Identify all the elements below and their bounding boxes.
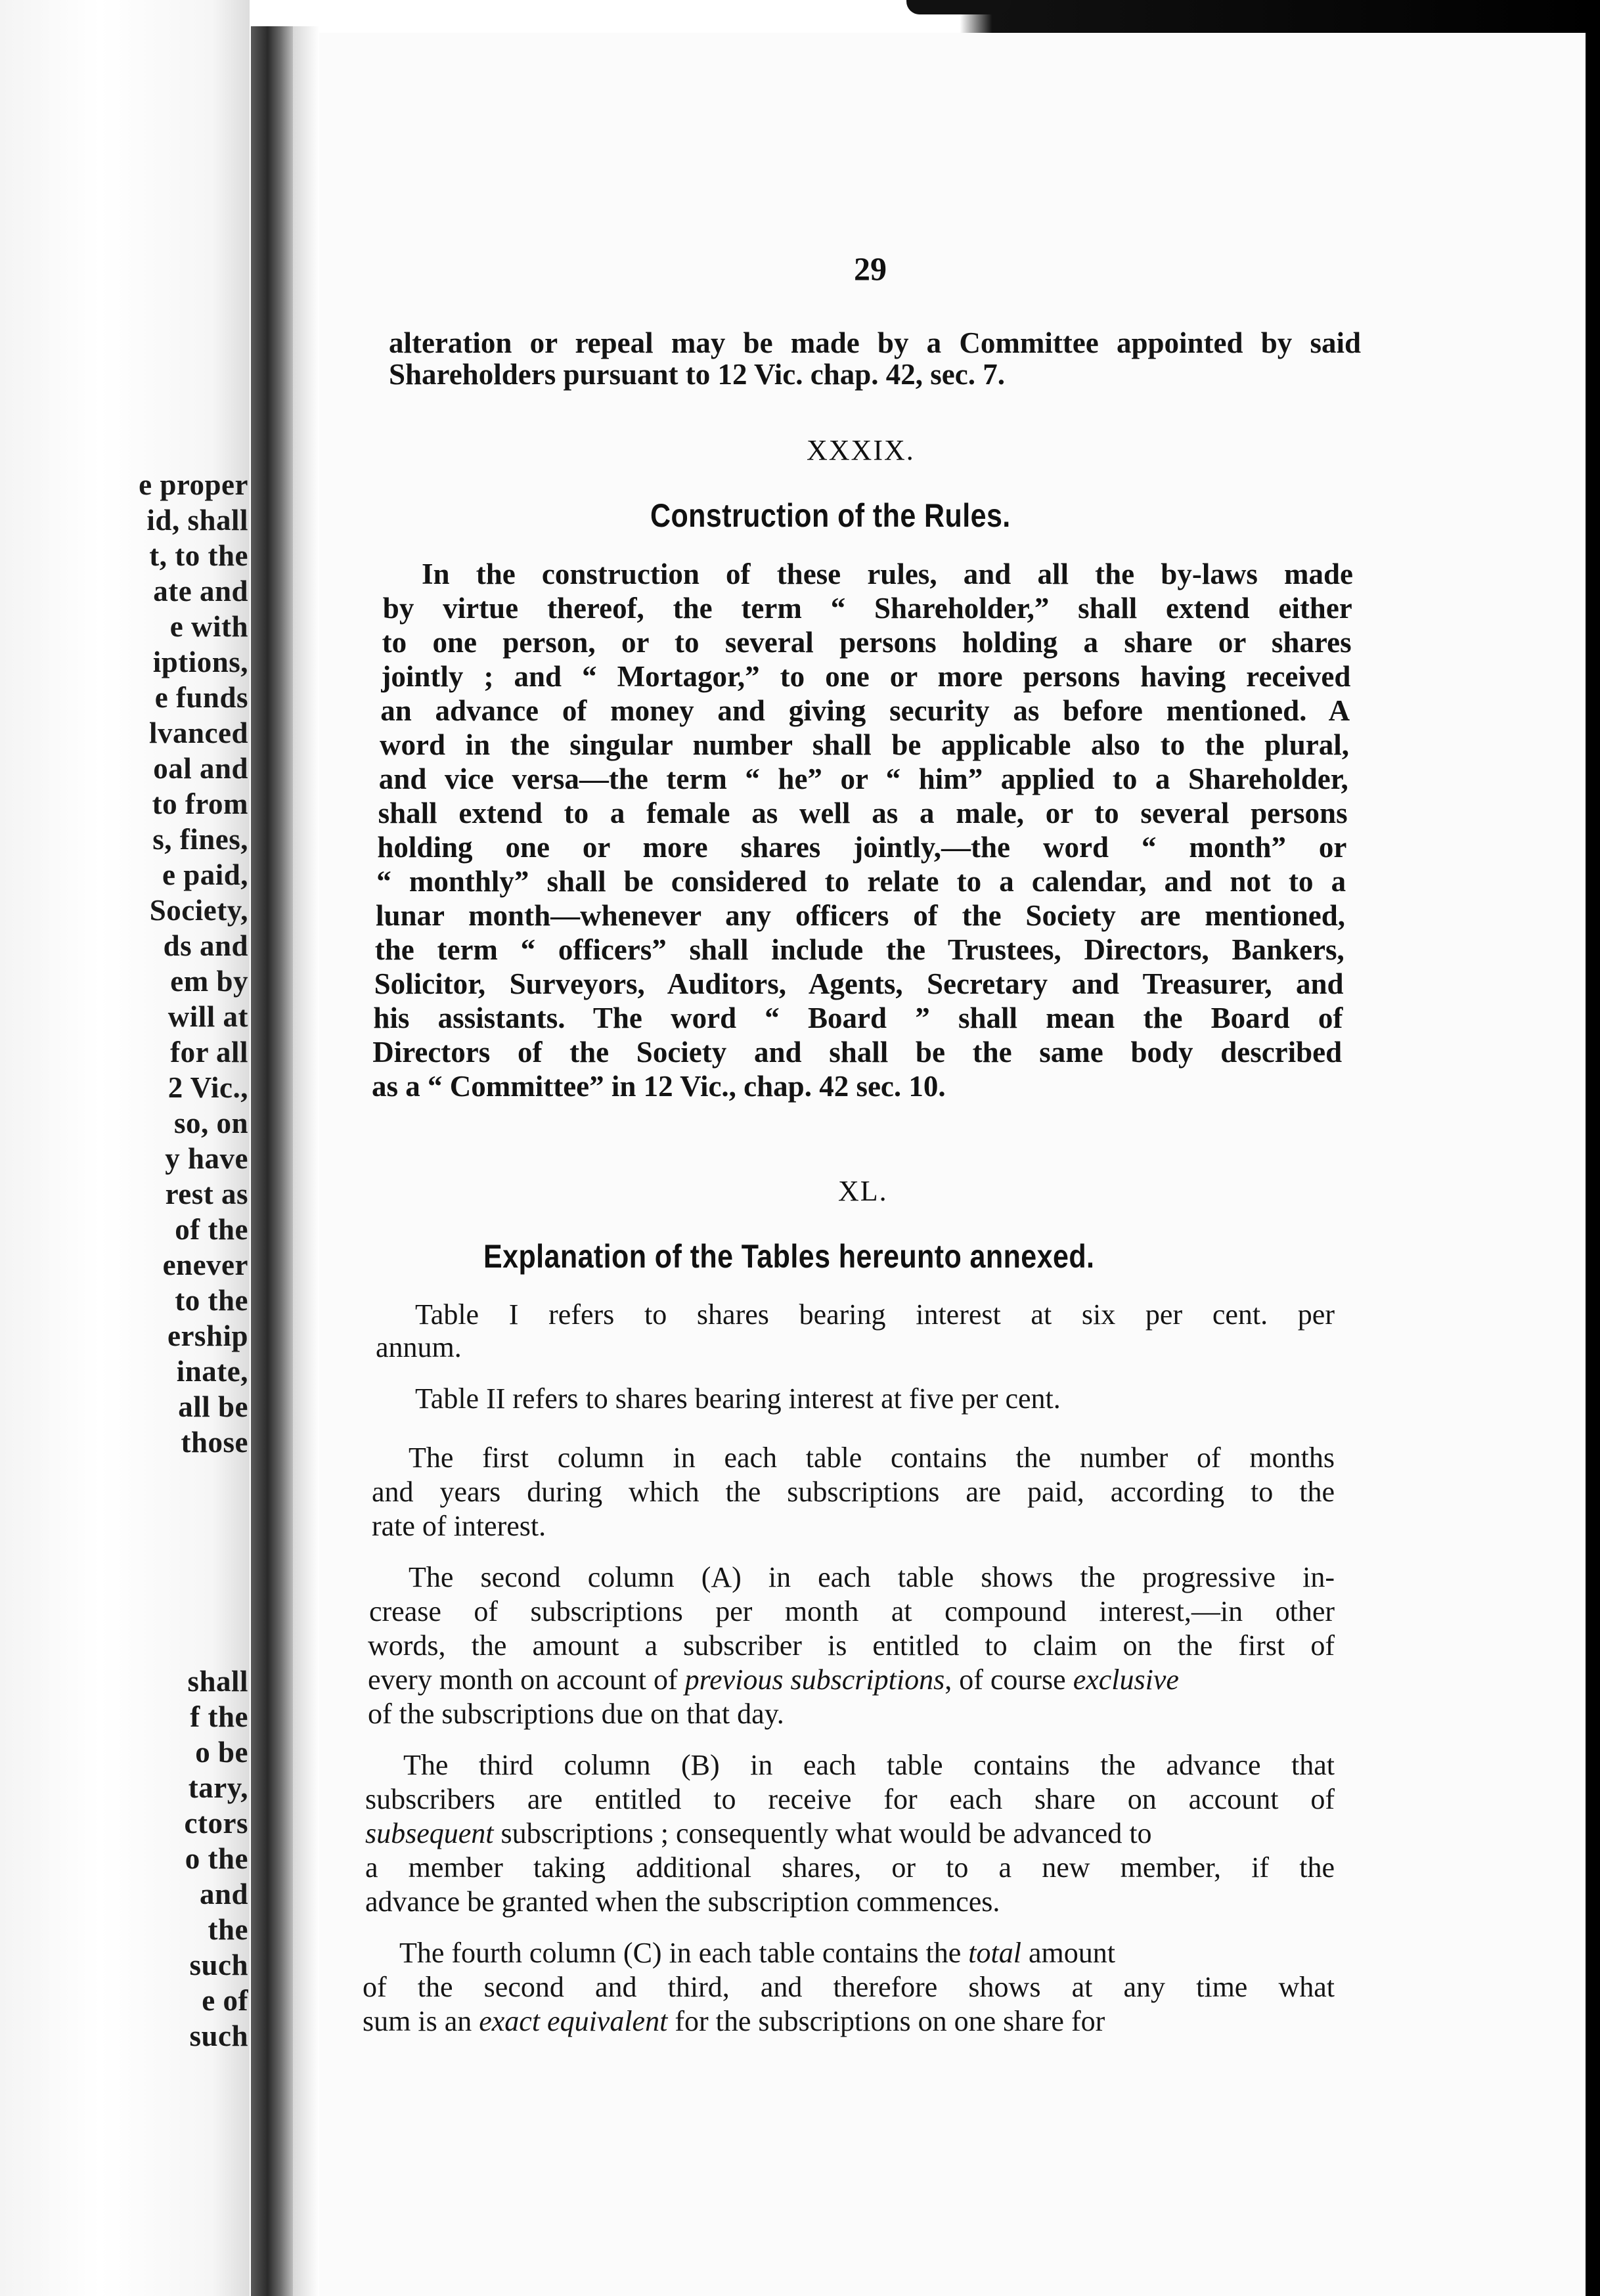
left-page-fragment: t, to the [149, 539, 248, 572]
book-spine [251, 26, 293, 2296]
left-page-fragment: to the [175, 1284, 248, 1317]
text-line: annum. [376, 1331, 462, 1363]
text-line: word in the singular number shall be applicable also to the plural, [380, 728, 1349, 761]
text-line: to one person, or to several persons holding a share or shares [382, 626, 1352, 659]
left-page-fragment: s, fines, [152, 823, 248, 856]
left-page-fragment: e proper [139, 468, 248, 501]
left-page-fragment: and [199, 1878, 248, 1910]
left-page-fragment: y have [165, 1142, 248, 1175]
text-line: crease of subscriptions per month at compound interest,—in other [369, 1595, 1335, 1627]
text-line: In the construction of these rules, and all the by-laws made [422, 558, 1353, 590]
text-line: advance be granted when the subscription commences. [365, 1886, 1000, 1918]
left-page [0, 0, 250, 2296]
text-line: jointly ; and “ Mortagor,” to one or more persons having received [381, 660, 1351, 693]
left-page-fragment: those [181, 1426, 248, 1459]
text-line: Solicitor, Surveyors, Auditors, Agents, Secretary and Treasurer, and [374, 967, 1344, 1000]
text-line: and vice versa—the term “ he” or “ him” applied to a Shareholder, [378, 762, 1348, 795]
text-line: Directors of the Society and shall be the same body described [372, 1036, 1343, 1069]
left-page-fragment: iptions, [152, 646, 248, 678]
scan-border-right [1586, 0, 1600, 2296]
left-page-fragment: so, on [173, 1107, 248, 1139]
text-line: the term “ officers” shall include the Trustees, Directors, Bankers, [374, 933, 1344, 966]
text-line: every month on account of previous subscriptions, of course exclusive [368, 1664, 1179, 1696]
text-line: Shareholders pursuant to 12 Vic. chap. 42, sec. 7. [389, 358, 1005, 391]
left-page-fragment: lvanced [148, 717, 248, 749]
left-page-fragment: 2 Vic., [167, 1071, 248, 1104]
left-page-fragment: oal and [153, 752, 248, 785]
text-line: The fourth column (C) in each table contains the total amount [399, 1937, 1115, 1969]
text-line: and years during which the subscriptions are paid, according to the [372, 1476, 1335, 1508]
left-page-fragment: Society, [149, 894, 248, 927]
left-page-fragment: inate, [176, 1355, 248, 1388]
left-page-fragment: ctors [184, 1807, 248, 1840]
left-page-fragment: f the [190, 1700, 248, 1733]
text-line: a member taking additional shares, or to a new member, if the [365, 1851, 1335, 1884]
left-page-fragment: shall [187, 1665, 248, 1698]
text-line: as a “ Committee” in 12 Vic., chap. 42 sec. 10. [372, 1070, 946, 1103]
text-line: shall extend to a female as well as a male, or to several persons [378, 797, 1348, 829]
text-line: The third column (B) in each table contains the advance that [403, 1749, 1335, 1781]
left-page-fragment: to from [152, 787, 248, 820]
text-line: The first column in each table contains the number of months [409, 1442, 1335, 1474]
left-page-fragment: such [189, 1949, 248, 1981]
left-page-fragment: such [189, 2020, 248, 2052]
left-page-fragment: enever [162, 1248, 248, 1281]
left-page-fragment: ds and [163, 929, 248, 962]
section-heading: Construction of the Rules. [650, 497, 1011, 534]
text-line: The second column (A) in each table shows the progressive in- [409, 1561, 1335, 1593]
text-line: holding one or more shares jointly,—the word “ month” or [377, 831, 1347, 864]
text-line: sum is an exact equivalent for the subscriptions on one share for [363, 2005, 1105, 2037]
left-page-fragment: e of [202, 1984, 248, 2017]
left-page-fragment: o the [185, 1842, 248, 1875]
text-line: words, the amount a subscriber is entitled to claim on the first of [368, 1629, 1335, 1662]
left-page-fragment: ate and [153, 575, 248, 607]
left-page-fragment: the [208, 1913, 248, 1946]
left-page-fragment: will at [167, 1000, 248, 1033]
text-line: subsequent subscriptions ; consequently what would be advanced to [365, 1817, 1152, 1849]
text-line: by virtue thereof, the term “ Shareholder,” shall extend either [382, 592, 1352, 625]
spine-shadow [293, 26, 319, 2296]
text-line: Table II refers to shares bearing interest at five per cent. [415, 1382, 1061, 1415]
left-page-fragment: for all [170, 1036, 248, 1069]
text-line: Table I refers to shares bearing interest at six per cent. per [415, 1298, 1335, 1331]
left-page-fragment: e funds [154, 681, 248, 714]
text-line: “ monthly” shall be considered to relate to a calendar, and not to a [376, 865, 1346, 898]
left-page-fragment: e paid, [162, 858, 248, 891]
left-page-fragment: ership [167, 1319, 248, 1352]
left-page-fragment: em by [170, 965, 248, 998]
left-page-fragment: rest as [165, 1178, 248, 1210]
text-line: of the second and third, and therefore shows at any time what [363, 1971, 1335, 2003]
left-page-fragment: e with [169, 610, 248, 643]
section-heading: Explanation of the Tables hereunto annexed. [483, 1238, 1095, 1275]
left-page-fragment: all be [178, 1390, 248, 1423]
text-line: subscribers are entitled to receive for each share on account of [365, 1783, 1335, 1815]
scan-smudge [906, 0, 1011, 14]
text-line: an advance of money and giving security as before mentioned. A [380, 694, 1350, 727]
text-line: lunar month—whenever any officers of the Society are mentioned, [376, 899, 1345, 932]
left-page-fragment: of the [175, 1213, 248, 1246]
section-numeral: XL. [838, 1175, 888, 1207]
left-page-fragment: tary, [188, 1771, 248, 1804]
text-line: his assistants. The word “ Board ” shall mean the Board of [373, 1002, 1343, 1034]
text-line: alteration or repeal may be made by a Committee appointed by said [389, 326, 1361, 359]
text-line: rate of interest. [372, 1510, 546, 1542]
left-page-fragment: o be [195, 1736, 248, 1769]
section-numeral: XXXIX. [807, 434, 915, 466]
text-line: of the subscriptions due on that day. [368, 1698, 784, 1730]
page-number: 29 [854, 250, 887, 287]
left-page-fragment: id, shall [146, 504, 248, 537]
